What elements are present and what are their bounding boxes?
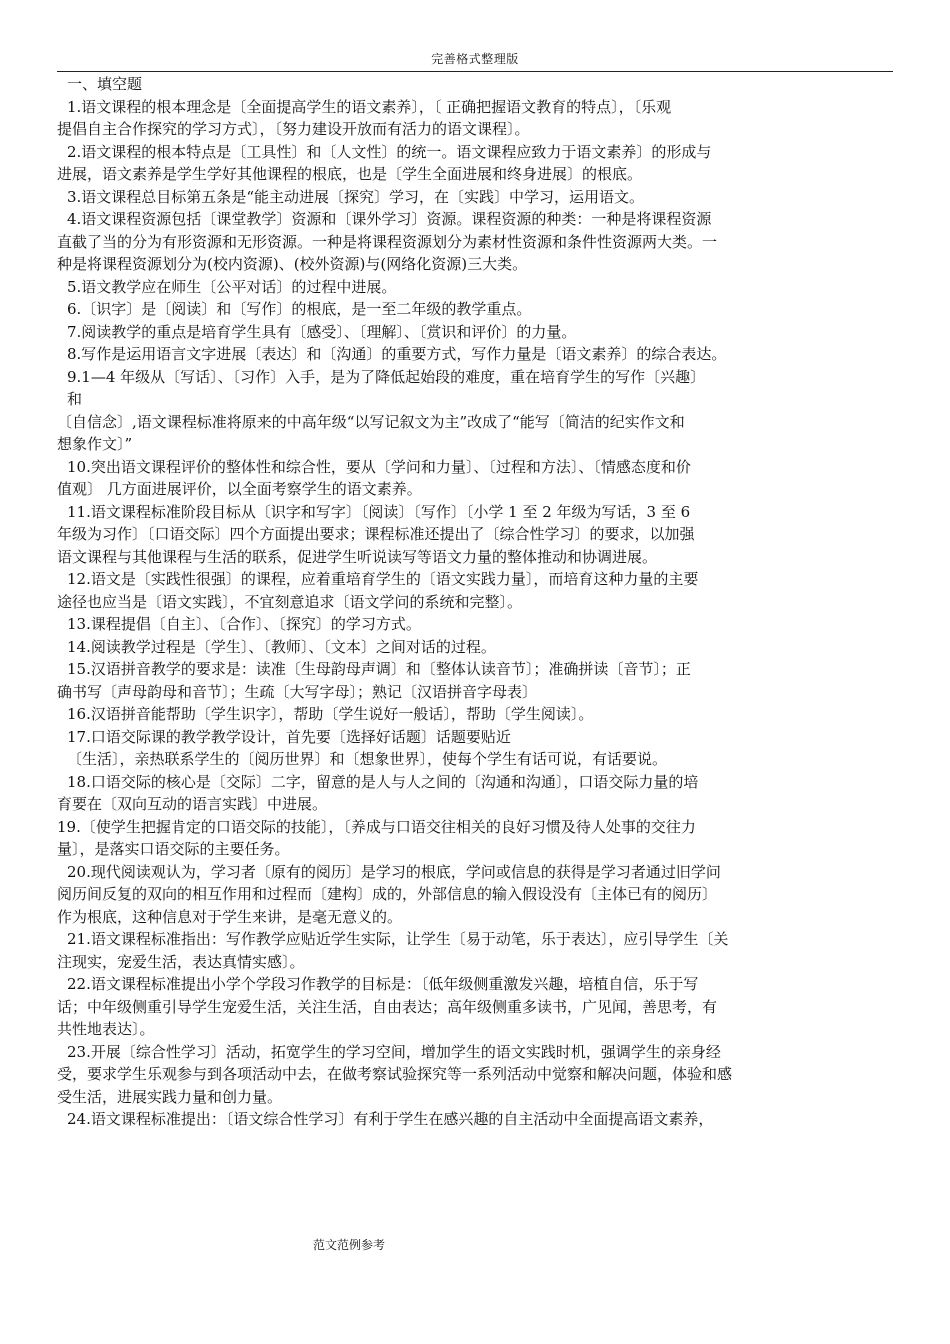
- text-line: 10.突出语文课程评价的整体性和综合性，要从〔学问和力量〕、〔过程和方法〕、〔情感态度和价: [67, 457, 691, 476]
- text-line: 9.1—4 年级从〔写话〕、〔习作〕入手，是为了降低起始段的难度，重在培育学生的写作〔兴趣〕: [67, 367, 706, 386]
- text-line: 15.汉语拼音教学的要求是：读准〔生母韵母声调〕和〔整体认读音节〕；准确拼读〔音节〕；正: [67, 660, 691, 678]
- text-line: 23.开展〔综合性学习〕活动，拓宽学生的学习空间，增加学生的语文实践时机，强调学生的亲身经: [67, 1042, 721, 1061]
- text-line: 种是将课程资源划分为(校内资源)、(校外资源)与(网络化资源)三大类。: [57, 255, 528, 273]
- text-line: 想象作文〕”: [57, 435, 133, 453]
- section-title: 一、填空题: [67, 75, 143, 93]
- text-line: 18.口语交际的核心是〔交际〕二字，留意的是人与人之间的〔沟通和沟通〕，口语交际力量的培: [67, 772, 699, 791]
- text-line: 受，要求学生乐观参与到各项活动中去，在做考察试验探究等一系列活动中觉察和解决问题，体验和感: [57, 1065, 733, 1083]
- text-line: 〔生活〕，亲热联系学生的〔阅历世界〕和〔想象世界〕，使每个学生有话可说，有话要说。: [67, 750, 668, 768]
- text-line: 19.〔使学生把握肯定的口语交际的技能〕，〔养成与口语交往相关的良好习惯及待人处事的交往力: [57, 817, 696, 836]
- text-line: 育要在〔双向互动的语言实践〕中进展。: [57, 795, 328, 813]
- text-line: 17.口语交际课的教学教学设计，首先要〔选择好话题〕话题要贴近: [67, 727, 511, 746]
- text-line: 20.现代阅读观认为，学习者〔原有的阅历〕是学习的根底，学问或信息的获得是学习者通过旧学问: [67, 862, 721, 881]
- text-line: 11.语文课程标准阶段目标从〔识字和写字〕〔阅读〕〔写作〕〔小学 1 至 2 年级为写话，3 至 6: [67, 502, 691, 521]
- page-footer: 范文范例参考: [313, 1238, 386, 1252]
- text-line: 作为根底，这种信息对于学生来讲，是毫无意义的。: [57, 907, 403, 926]
- text-line: 5.语文教学应在师生〔公平对话〕的过程中进展。: [67, 277, 397, 296]
- text-line: 年级为习作〕〔口语交际〕四个方面提出要求；课程标准还提出了〔综合性学习〕的要求，以加强: [57, 525, 695, 543]
- header-divider: [57, 71, 893, 72]
- text-line: 确书写〔声母韵母和音节〕；生疏〔大写字母〕；熟记〔汉语拼音字母表〕: [57, 682, 538, 701]
- text-line: 6.〔识字〕是〔阅读〕和〔写作〕的根底，是一至二年级的教学重点。: [67, 300, 532, 318]
- text-line: 4.语文课程资源包括〔课堂教学〕资源和〔课外学习〕资源。课程资源的种类：一种是将课程资源: [67, 210, 712, 228]
- text-line: 注现实，宠爱生活，表达真情实感〕。: [57, 952, 305, 971]
- text-line: 22.语文课程标准提出小学个学段习作教学的目标是：〔低年级侧重激发兴趣，培植自信，乐于写: [67, 975, 699, 993]
- text-line: 提倡自主合作探究的学习方式〕，〔努力建设开放而有活力的语文课程〕。: [57, 120, 530, 138]
- text-line: 13.课程提倡〔自主〕、〔合作〕、〔探究〕的学习方式。: [67, 615, 421, 633]
- text-line: 〔自信念〕,语文课程标准将原来的中高年级“以写记叙文为主”改成了“能写〔简洁的纪实作文和: [57, 412, 685, 431]
- text-line: 值观〕 几方面进展评价，以全面考察学生的语文素养。: [57, 480, 422, 498]
- text-line: 7.阅读教学的重点是培育学生具有〔感受〕、〔理解〕、〔赏识和评价〕的力量。: [67, 322, 577, 341]
- text-line: 3.语文课程总目标第五条是“能主动进展〔探究〕学习，在〔实践〕中学习，运用语文。: [67, 187, 644, 206]
- text-line: 24.语文课程标准提出：〔语文综合性学习〕有利于学生在感兴趣的自主活动中全面提高语文素养，: [67, 1110, 714, 1128]
- text-line: 直截了当的分为有形资源和无形资源。一种是将课程资源划分为素材性资源和条件性资源两大类。一: [57, 232, 718, 251]
- text-line: 2.语文课程的根本特点是〔工具性〕和〔人文性〕的统一。语文课程应致力于语文素养〕的形成与: [67, 142, 712, 161]
- text-line: 语文课程与其他课程与生活的联系，促进学生听说读写等语文力量的整体推动和协调进展。: [57, 547, 658, 566]
- text-line: 途径也应当是〔语文实践〕，不宜刻意追求〔语文学问的系统和完整〕。: [57, 592, 523, 611]
- text-line: 话；中年级侧重引导学生宠爱生活，关注生活，自由表达；高年级侧重多读书，广见闻，善思考，有: [57, 997, 718, 1016]
- text-line: 和: [67, 390, 83, 408]
- text-line: 16.汉语拼音能帮助〔学生识字〕，帮助〔学生说好一般话〕，帮助〔学生阅读〕。: [67, 705, 594, 723]
- text-line: 阅历间反复的双向的相互作用和过程而〔建构〕成的，外部信息的输入假设没有〔主体已有的阅历〕: [57, 885, 718, 903]
- text-line: 进展，语文素养是学生学好其他课程的根底，也是〔学生全面进展和终身进展〕的根底。: [57, 165, 643, 183]
- text-line: 量〕，是落实口语交际的主要任务。: [57, 840, 290, 858]
- text-line: 21.语文课程标准指出：写作教学应贴近学生实际，让学生〔易于动笔，乐于表达〕，应引导学生〔关: [67, 930, 729, 948]
- text-line: 共性地表达〕。: [57, 1020, 155, 1038]
- text-line: 14.阅读教学过程是〔学生〕、〔教师〕、〔文本〕之间对话的过程。: [67, 637, 496, 656]
- document-body: [57, 73, 893, 1131]
- question-list: [57, 96, 893, 1131]
- text-line: 1.语文课程的根本理念是〔全面提高学生的语文素养〕，〔 正确把握语文教育的特点〕，〔乐观: [67, 97, 672, 116]
- page-header: 完善格式整理版: [431, 52, 519, 66]
- text-line: 8.写作是运用语言文字进展〔表达〕和〔沟通〕的重要方式，写作力量是〔语文素养〕的综合表达。: [67, 345, 727, 363]
- text-line: 受生活，进展实践力量和创力量。: [57, 1087, 283, 1106]
- text-line: 12.语文是〔实践性很强〕的课程，应着重培育学生的〔语文实践力量〕，而培育这种力量的主要: [67, 570, 699, 588]
